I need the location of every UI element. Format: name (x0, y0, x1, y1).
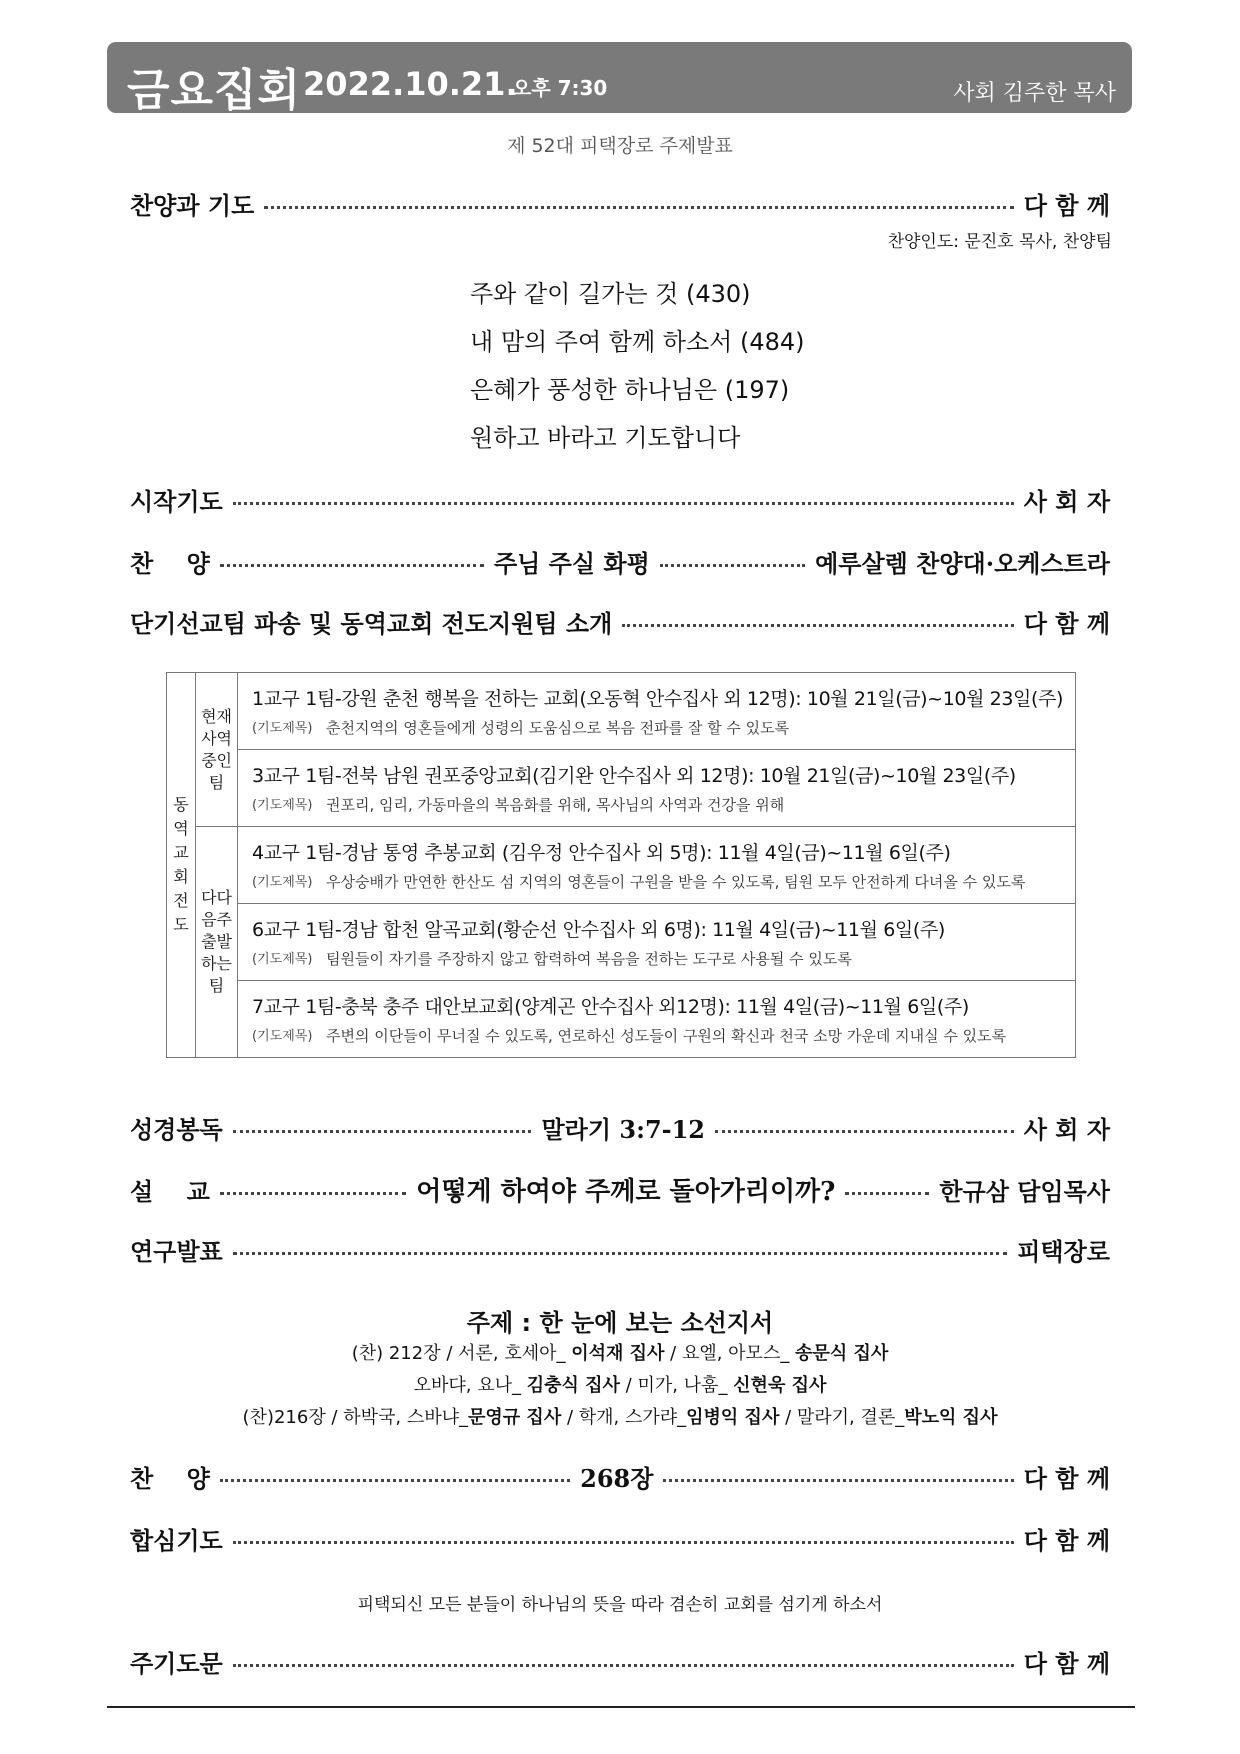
dot-leader (220, 1192, 406, 1195)
row-right: 다 함 께 (1023, 1525, 1110, 1555)
row-label: 찬 양 (130, 548, 210, 578)
team-info: 6교구 1팀-경남 합천 알곡교회(황순선 안수집사 외 6명): 11월 4일(금)~11월 6일(주) (252, 919, 945, 941)
row-label: 시작기도 (130, 486, 223, 516)
dot-leader (264, 206, 1013, 209)
prayer-request: (기도제목) 우상숭배가 만연한 한산도 섬 지역의 영혼들이 구원을 받을 수 있도록, 팀원 모두 안전하게 다녀올 수 있도록 (252, 873, 1026, 891)
service-time: 오후 7:30 (512, 76, 608, 100)
topic-line: 오바댜, 요나_ 김충식 집사 / 미가, 나훔_ 신현욱 집사 (413, 1375, 827, 1396)
topic-line: (찬)216장 / 하박국, 스바냐_문영규 집사 / 학개, 스가랴_임병익 집사 / 말라기, 결론_박노익 집사 (242, 1407, 998, 1428)
table-row (238, 981, 1076, 1058)
sermon-title: 어떻게 하여야 주께로 돌아가리이까? (416, 1176, 836, 1207)
row-label: 찬양과 기도 (130, 190, 255, 220)
bottom-divider (107, 1706, 1135, 1708)
row-right: 피택장로 (1017, 1236, 1110, 1266)
dot-leader (845, 1192, 929, 1195)
row-label: 단기선교팀 파송 및 동역교회 전도지원팀 소개 (130, 608, 613, 638)
table-main-label: 동역 교회 전도 (167, 673, 196, 1058)
table-row (238, 750, 1076, 827)
row-label: 성경봉독 (130, 1114, 223, 1144)
row-research (130, 1229, 1110, 1269)
row-right: 다 함 께 (1023, 608, 1110, 638)
service-date: 2022.10.21. (303, 65, 518, 103)
row-right: 다 함 께 (1023, 190, 1110, 220)
row-scripture (130, 1107, 1110, 1147)
prayer-request: (기도제목) 춘천지역의 영혼들에게 성령의 도움심으로 복음 전파를 잘 할 수 있도록 (252, 719, 790, 737)
team-info: 7교구 1팀-충북 충주 대안보교회(양계곤 안수집사 외12명): 11월 4일(금)~11월 6일(주) (252, 996, 969, 1018)
row-worship-prayer (130, 183, 1110, 223)
team-info: 3교구 1팀-전북 남원 권포중앙교회(김기완 안수집사 외 12명): 10월 21일(금)~10월 23일(주) (252, 765, 1016, 787)
hymn-item: 은혜가 풍성한 하나님은 (197) (470, 376, 790, 404)
header-bar (107, 42, 1132, 116)
service-host: 사회 김주한 목사 (953, 81, 1116, 106)
prayer-request: (기도제목) 팀원들이 자기를 주장하지 않고 합력하여 복음을 전하는 도구로 사용될 수 있도록 (252, 950, 852, 968)
row-unison-prayer (130, 1518, 1110, 1558)
row-right: 다 함 께 (1023, 1648, 1110, 1678)
row-middle: 268장 (580, 1463, 654, 1493)
row-right: 예루살렘 찬양대·오케스트라 (815, 548, 1110, 578)
row-right: 사 회 자 (1023, 486, 1110, 516)
table-row (238, 904, 1076, 981)
row-right: 한규삼 담임목사 (939, 1176, 1110, 1206)
row-right: 다 함 께 (1023, 1463, 1111, 1493)
row-opening-prayer (130, 479, 1110, 519)
topic-title: 주제 : 한 눈에 보는 소선지서 (466, 1309, 774, 1337)
team-info: 1교구 1팀-강원 춘천 행복을 전하는 교회(오동혁 안수집사 외 12명): 10월 21일(금)~10월 23일(주) (252, 688, 1063, 710)
row-label: 찬 양 (130, 1463, 210, 1493)
subtitle: 제 52대 피택장로 주제발표 (507, 135, 733, 157)
dot-leader (715, 1130, 1014, 1133)
closing-prayer-text: 피택되신 모든 분들이 하나님의 뜻을 따라 겸손히 교회를 섬기게 하소서 (357, 1595, 883, 1615)
row-right: 사 회 자 (1023, 1114, 1111, 1144)
row-label: 주기도문 (130, 1648, 223, 1678)
service-title: 금요집회 (127, 65, 302, 116)
hymn-item: 주와 같이 길가는 것 (430) (470, 280, 751, 308)
table-row (238, 673, 1076, 750)
dot-leader (233, 1130, 532, 1133)
topic-line: (찬) 212장 / 서론, 호세아_ 이석재 집사 / 요엘, 아모스_ 송문식 집사 (351, 1343, 889, 1364)
worship-leader: 찬양인도: 문진호 목사, 찬양팀 (887, 232, 1112, 252)
row-sermon (130, 1169, 1110, 1209)
row-label: 설 교 (130, 1176, 210, 1206)
dot-leader (233, 1252, 1008, 1255)
row-middle: 주님 주실 화평 (493, 548, 650, 578)
row-middle: 말라기 3:7-12 (541, 1114, 706, 1144)
row-label: 연구발표 (130, 1236, 223, 1266)
mission-table (166, 672, 1076, 1058)
prayer-request: (기도제목) 권포리, 임리, 가동마을의 복음화를 위해, 목사님의 사역과 건강을 위해 (252, 796, 785, 814)
dot-leader (233, 1541, 1014, 1544)
dot-leader (220, 1479, 570, 1482)
hymn-item: 내 맘의 주여 함께 하소서 (484) (470, 328, 805, 356)
dot-leader (220, 564, 484, 567)
row-praise-2 (130, 1456, 1110, 1496)
dot-leader (233, 502, 1014, 505)
row-praise (130, 541, 1110, 581)
table-row (238, 827, 1076, 904)
row-label: 합심기도 (130, 1525, 223, 1555)
row-lords-prayer (130, 1641, 1110, 1681)
dot-leader (233, 1664, 1014, 1667)
table-group-label: 현재 사역 중인 팀 (196, 673, 238, 827)
hymn-list (470, 270, 805, 462)
row-mission (130, 601, 1110, 641)
hymn-item: 원하고 바라고 기도합니다 (470, 424, 741, 452)
table-group-label: 다다음주 출발하는 팀 (196, 827, 238, 1058)
dot-leader (660, 564, 805, 567)
prayer-request: (기도제목) 주변의 이단들이 무너질 수 있도록, 연로하신 성도들이 구원의 확신과 천국 소망 가운데 지내실 수 있도록 (252, 1027, 1007, 1045)
team-info: 4교구 1팀-경남 통영 추봉교회 (김우정 안수집사 외 5명): 11월 4일(금)~11월 6일(주) (252, 842, 951, 864)
dot-leader (622, 624, 1013, 627)
dot-leader (663, 1479, 1013, 1482)
